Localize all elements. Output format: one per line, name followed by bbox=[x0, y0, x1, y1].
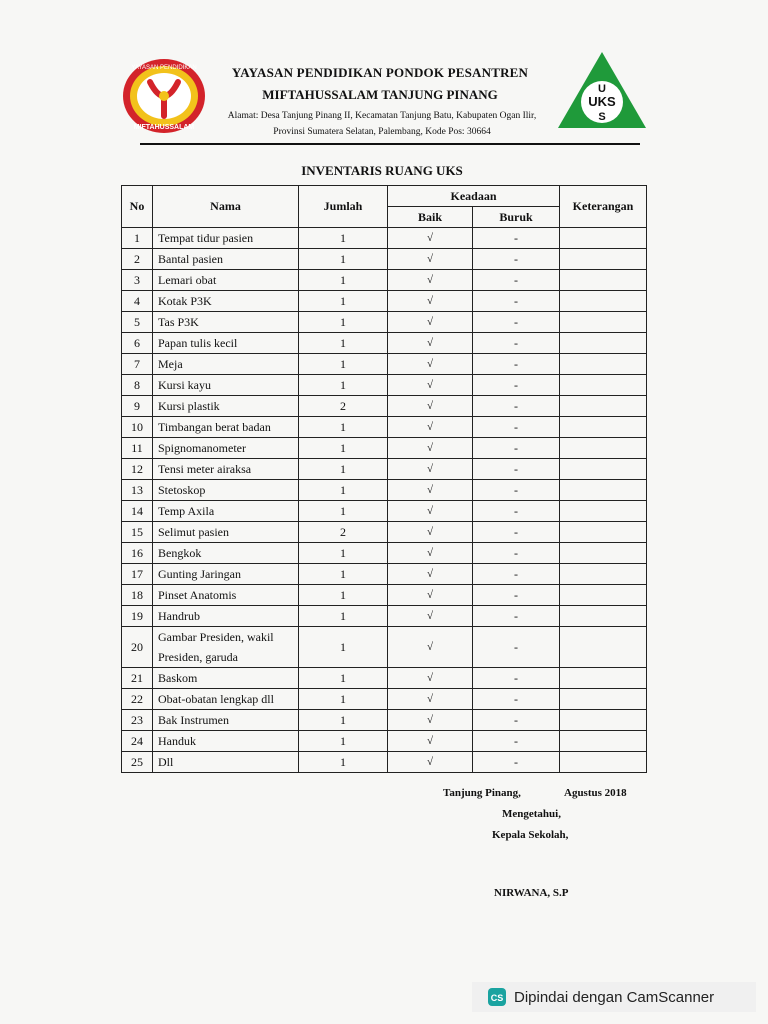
table-row bbox=[122, 627, 647, 668]
row-no: 17 bbox=[122, 564, 153, 585]
row-keterangan bbox=[560, 396, 647, 417]
row-no: 10 bbox=[122, 417, 153, 438]
row-baik: √ bbox=[388, 564, 473, 585]
row-keterangan bbox=[560, 731, 647, 752]
row-buruk: - bbox=[473, 333, 560, 354]
row-baik: √ bbox=[388, 396, 473, 417]
row-jumlah: 1 bbox=[299, 564, 388, 585]
row-jumlah: 1 bbox=[299, 543, 388, 564]
row-jumlah: 1 bbox=[299, 480, 388, 501]
row-no: 14 bbox=[122, 501, 153, 522]
row-jumlah: 1 bbox=[299, 585, 388, 606]
row-baik: √ bbox=[388, 480, 473, 501]
row-buruk: - bbox=[473, 710, 560, 731]
row-nama: Spignomanometer bbox=[153, 438, 299, 459]
row-buruk: - bbox=[473, 354, 560, 375]
row-jumlah: 1 bbox=[299, 627, 388, 668]
letterhead-school-name: MIFTAHUSSALAM TANJUNG PINANG bbox=[262, 87, 498, 102]
row-baik: √ bbox=[388, 606, 473, 627]
row-buruk: - bbox=[473, 438, 560, 459]
row-no: 9 bbox=[122, 396, 153, 417]
row-buruk: - bbox=[473, 752, 560, 773]
signature-place: Tanjung Pinang, bbox=[443, 787, 521, 799]
row-jumlah: 2 bbox=[299, 522, 388, 543]
table-row bbox=[122, 417, 647, 438]
row-no: 4 bbox=[122, 291, 153, 312]
uks-letter-bottom: S bbox=[598, 111, 606, 123]
row-buruk: - bbox=[473, 731, 560, 752]
row-baik: √ bbox=[388, 668, 473, 689]
uks-letter-middle: UKS bbox=[588, 94, 616, 109]
row-nama: Timbangan berat badan bbox=[153, 417, 299, 438]
row-jumlah: 1 bbox=[299, 668, 388, 689]
row-baik: √ bbox=[388, 375, 473, 396]
table-row bbox=[122, 354, 647, 375]
row-baik: √ bbox=[388, 354, 473, 375]
row-baik: √ bbox=[388, 312, 473, 333]
row-baik: √ bbox=[388, 417, 473, 438]
table-row bbox=[122, 249, 647, 270]
row-keterangan bbox=[560, 564, 647, 585]
row-keterangan bbox=[560, 480, 647, 501]
row-buruk: - bbox=[473, 249, 560, 270]
table-row bbox=[122, 564, 647, 585]
row-no: 15 bbox=[122, 522, 153, 543]
uks-letter-top: U bbox=[598, 83, 606, 95]
row-jumlah: 1 bbox=[299, 333, 388, 354]
row-jumlah: 1 bbox=[299, 710, 388, 731]
row-no: 12 bbox=[122, 459, 153, 480]
row-nama: Baskom bbox=[153, 668, 299, 689]
row-keterangan bbox=[560, 438, 647, 459]
row-jumlah: 1 bbox=[299, 228, 388, 249]
row-nama: Tempat tidur pasien bbox=[153, 228, 299, 249]
row-keterangan bbox=[560, 668, 647, 689]
row-baik: √ bbox=[388, 249, 473, 270]
table-row bbox=[122, 291, 647, 312]
row-nama: Handuk bbox=[153, 731, 299, 752]
row-no: 20 bbox=[122, 627, 153, 668]
row-jumlah: 1 bbox=[299, 354, 388, 375]
seal-outer-text: YAYASAN PENDIDIKAN bbox=[131, 65, 197, 71]
row-baik: √ bbox=[388, 543, 473, 564]
table-row bbox=[122, 438, 647, 459]
row-keterangan bbox=[560, 627, 647, 668]
row-no: 13 bbox=[122, 480, 153, 501]
row-keterangan bbox=[560, 291, 647, 312]
row-no: 21 bbox=[122, 668, 153, 689]
header-jumlah: Jumlah bbox=[299, 186, 388, 228]
row-jumlah: 1 bbox=[299, 270, 388, 291]
row-baik: √ bbox=[388, 731, 473, 752]
row-no: 8 bbox=[122, 375, 153, 396]
row-nama: Lemari obat bbox=[153, 270, 299, 291]
row-nama: Handrub bbox=[153, 606, 299, 627]
letterhead-divider bbox=[140, 143, 640, 145]
row-keterangan bbox=[560, 417, 647, 438]
row-jumlah: 1 bbox=[299, 312, 388, 333]
row-buruk: - bbox=[473, 522, 560, 543]
row-buruk: - bbox=[473, 564, 560, 585]
row-keterangan bbox=[560, 312, 647, 333]
row-jumlah: 1 bbox=[299, 501, 388, 522]
row-baik: √ bbox=[388, 270, 473, 291]
signature-date: Agustus 2018 bbox=[564, 787, 627, 799]
row-nama: Dll bbox=[153, 752, 299, 773]
document-title: INVENTARIS RUANG UKS bbox=[301, 163, 463, 178]
row-keterangan bbox=[560, 710, 647, 731]
table-row bbox=[122, 752, 647, 773]
row-keterangan bbox=[560, 585, 647, 606]
table-row bbox=[122, 731, 647, 752]
row-baik: √ bbox=[388, 291, 473, 312]
row-baik: √ bbox=[388, 752, 473, 773]
row-nama: Temp Axila bbox=[153, 501, 299, 522]
table-row bbox=[122, 522, 647, 543]
row-nama: Kursi kayu bbox=[153, 375, 299, 396]
table-row bbox=[122, 668, 647, 689]
row-nama: Stetoskop bbox=[153, 480, 299, 501]
row-nama: Selimut pasien bbox=[153, 522, 299, 543]
row-buruk: - bbox=[473, 689, 560, 710]
row-keterangan bbox=[560, 270, 647, 291]
row-buruk: - bbox=[473, 480, 560, 501]
row-keterangan bbox=[560, 522, 647, 543]
row-no: 5 bbox=[122, 312, 153, 333]
row-jumlah: 1 bbox=[299, 731, 388, 752]
camscanner-cs-icon bbox=[488, 988, 506, 1006]
row-keterangan bbox=[560, 752, 647, 773]
row-nama: Pinset Anatomis bbox=[153, 585, 299, 606]
row-jumlah: 1 bbox=[299, 752, 388, 773]
row-nama: Tas P3K bbox=[153, 312, 299, 333]
camscanner-logo-text: CS bbox=[490, 993, 504, 1003]
table-row bbox=[122, 459, 647, 480]
uks-triangle-logo-icon bbox=[556, 50, 648, 130]
row-jumlah: 1 bbox=[299, 459, 388, 480]
row-baik: √ bbox=[388, 459, 473, 480]
table-row bbox=[122, 689, 647, 710]
table-row bbox=[122, 333, 647, 354]
row-keterangan bbox=[560, 501, 647, 522]
header-keterangan: Keterangan bbox=[560, 186, 647, 228]
table-row bbox=[122, 585, 647, 606]
row-no: 22 bbox=[122, 689, 153, 710]
table-row bbox=[122, 606, 647, 627]
row-baik: √ bbox=[388, 689, 473, 710]
row-no: 2 bbox=[122, 249, 153, 270]
row-jumlah: 1 bbox=[299, 417, 388, 438]
row-baik: √ bbox=[388, 522, 473, 543]
row-nama: Kursi plastik bbox=[153, 396, 299, 417]
signature-role: Kepala Sekolah, bbox=[492, 829, 569, 841]
row-keterangan bbox=[560, 375, 647, 396]
row-no: 7 bbox=[122, 354, 153, 375]
row-jumlah: 1 bbox=[299, 438, 388, 459]
row-nama: Bantal pasien bbox=[153, 249, 299, 270]
row-keterangan bbox=[560, 249, 647, 270]
camscanner-text: Dipindai dengan CamScanner bbox=[514, 988, 715, 1006]
row-keterangan bbox=[560, 543, 647, 564]
yayasan-seal-logo-icon bbox=[122, 58, 206, 134]
header-nama: Nama bbox=[153, 186, 299, 228]
row-baik: √ bbox=[388, 627, 473, 668]
table-row bbox=[122, 480, 647, 501]
header-keadaan: Keadaan bbox=[388, 186, 560, 207]
row-buruk: - bbox=[473, 627, 560, 668]
row-no: 19 bbox=[122, 606, 153, 627]
inventory-table bbox=[121, 185, 647, 773]
row-jumlah: 2 bbox=[299, 396, 388, 417]
row-buruk: - bbox=[473, 668, 560, 689]
letterhead-address-line1: Alamat: Desa Tanjung Pinang II, Kecamatan Tanjung Batu, Kabupaten Ogan Ilir, bbox=[227, 111, 537, 121]
row-nama: Bak Instrumen bbox=[153, 710, 299, 731]
row-no: 18 bbox=[122, 585, 153, 606]
row-buruk: - bbox=[473, 417, 560, 438]
letterhead-address-line2: Provinsi Sumatera Selatan, Palembang, Kode Pos: 30664 bbox=[273, 127, 491, 137]
row-no: 16 bbox=[122, 543, 153, 564]
row-buruk: - bbox=[473, 459, 560, 480]
letterhead-foundation-name: YAYASAN PENDIDIKAN PONDOK PESANTREN bbox=[231, 65, 529, 80]
signature-acknowledge: Mengetahui, bbox=[502, 808, 561, 820]
row-nama: Meja bbox=[153, 354, 299, 375]
row-buruk: - bbox=[473, 606, 560, 627]
row-nama: Gambar Presiden, wakil Presiden, garuda bbox=[153, 627, 299, 668]
row-buruk: - bbox=[473, 375, 560, 396]
header-no: No bbox=[122, 186, 153, 228]
row-nama: Kotak P3K bbox=[153, 291, 299, 312]
row-keterangan bbox=[560, 354, 647, 375]
table-row bbox=[122, 396, 647, 417]
row-keterangan bbox=[560, 228, 647, 249]
row-no: 3 bbox=[122, 270, 153, 291]
row-no: 25 bbox=[122, 752, 153, 773]
row-baik: √ bbox=[388, 438, 473, 459]
row-jumlah: 1 bbox=[299, 606, 388, 627]
row-baik: √ bbox=[388, 501, 473, 522]
row-nama: Papan tulis kecil bbox=[153, 333, 299, 354]
row-buruk: - bbox=[473, 501, 560, 522]
row-keterangan bbox=[560, 459, 647, 480]
row-buruk: - bbox=[473, 270, 560, 291]
row-nama: Gunting Jaringan bbox=[153, 564, 299, 585]
row-keterangan bbox=[560, 333, 647, 354]
header-baik: Baik bbox=[388, 207, 473, 228]
row-keterangan bbox=[560, 689, 647, 710]
row-nama: Obat-obatan lengkap dll bbox=[153, 689, 299, 710]
camscanner-watermark bbox=[472, 982, 756, 1012]
row-buruk: - bbox=[473, 228, 560, 249]
row-baik: √ bbox=[388, 710, 473, 731]
row-baik: √ bbox=[388, 585, 473, 606]
table-row bbox=[122, 543, 647, 564]
header-buruk: Buruk bbox=[473, 207, 560, 228]
row-no: 24 bbox=[122, 731, 153, 752]
table-row bbox=[122, 270, 647, 291]
row-buruk: - bbox=[473, 396, 560, 417]
row-jumlah: 1 bbox=[299, 249, 388, 270]
table-row bbox=[122, 375, 647, 396]
table-row bbox=[122, 228, 647, 249]
row-buruk: - bbox=[473, 543, 560, 564]
row-jumlah: 1 bbox=[299, 689, 388, 710]
row-nama: Tensi meter airaksa bbox=[153, 459, 299, 480]
row-no: 11 bbox=[122, 438, 153, 459]
seal-inner-text: MIFTAHUSSALAM bbox=[133, 124, 195, 131]
row-jumlah: 1 bbox=[299, 291, 388, 312]
row-nama: Bengkok bbox=[153, 543, 299, 564]
row-no: 1 bbox=[122, 228, 153, 249]
row-buruk: - bbox=[473, 585, 560, 606]
row-baik: √ bbox=[388, 228, 473, 249]
row-no: 23 bbox=[122, 710, 153, 731]
table-row bbox=[122, 501, 647, 522]
row-jumlah: 1 bbox=[299, 375, 388, 396]
row-no: 6 bbox=[122, 333, 153, 354]
row-buruk: - bbox=[473, 291, 560, 312]
inventory-table-body bbox=[122, 228, 647, 773]
row-keterangan bbox=[560, 606, 647, 627]
row-buruk: - bbox=[473, 312, 560, 333]
row-baik: √ bbox=[388, 333, 473, 354]
table-row bbox=[122, 710, 647, 731]
signature-name: NIRWANA, S.P bbox=[494, 887, 569, 899]
table-row bbox=[122, 312, 647, 333]
